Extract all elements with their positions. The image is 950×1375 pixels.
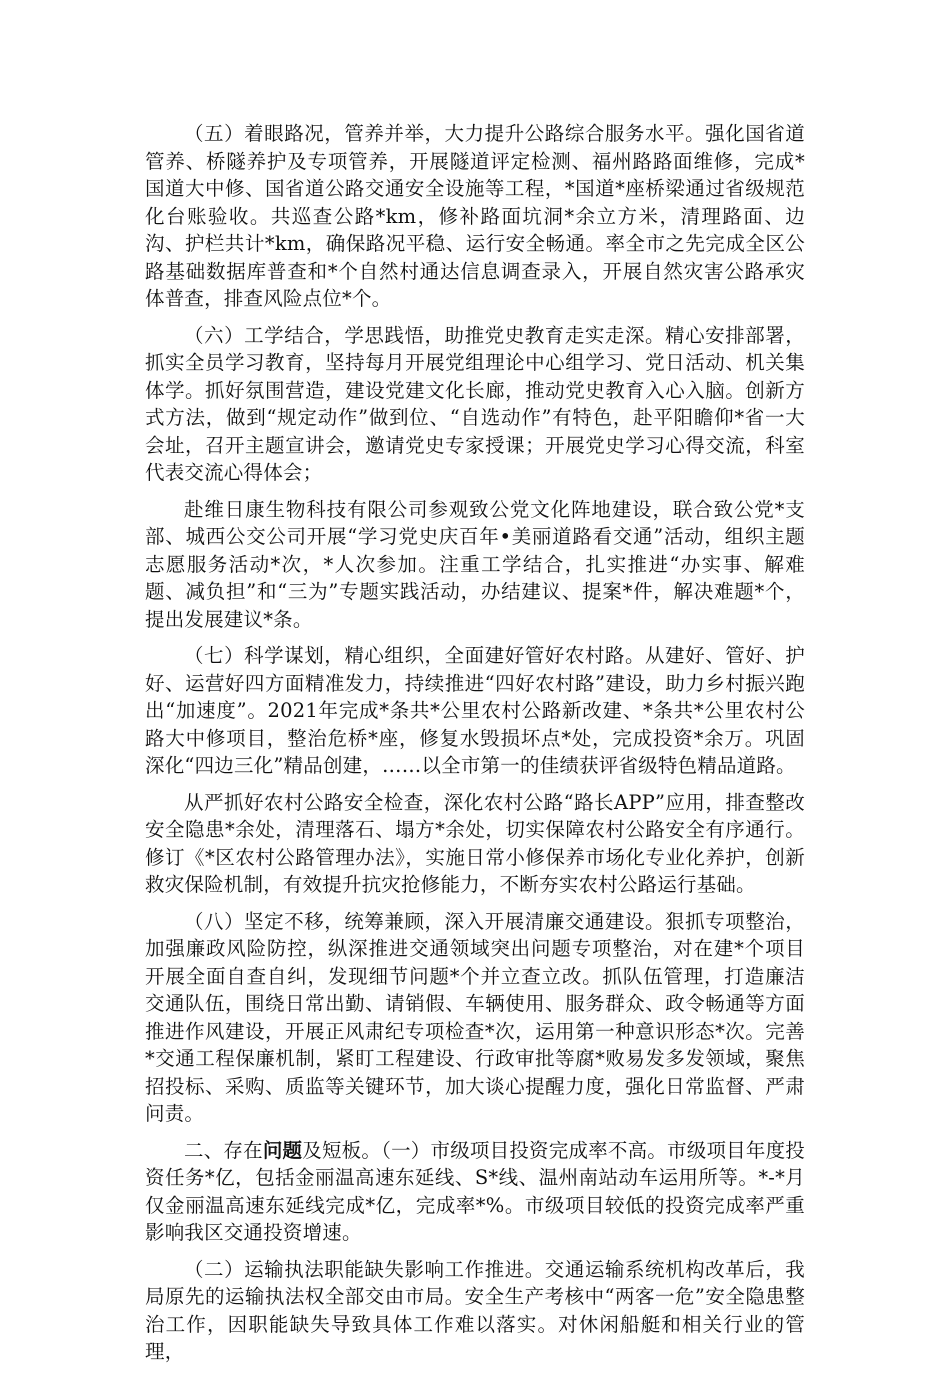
problems-bold-word: 问题 bbox=[262, 1138, 303, 1162]
paragraph-clean-transport: （八）坚定不移，统筹兼顾，深入开展清廉交通建设。狠抓专项整治，加强廉政风险防控，纵深推进交通领域突出问题专项整治，对在建*个项目开展全面自查自纠，发现细节问题*个并立查立改。抓队伍管理，打造廉洁交通队伍，围绕日常出勤、请销假、车辆使用、服务群众、政令畅通等方面推进作风建设，开展正风肃纪专项检查*次，运用第一种意识形态*次。完善*交通工程保廉机制，紧盯工程建设、行政审批等腐*败易发多发领域，聚焦招投标、采购、质监等关键环节，加大谈心提醒力度，强化日常监督、严肃问责。 bbox=[145, 909, 805, 1125]
problems-prefix: 二、存在 bbox=[184, 1138, 263, 1162]
paragraph-problems bbox=[145, 1137, 805, 1247]
document-page bbox=[145, 120, 805, 1375]
paragraph-rural-roads: （七）科学谋划，精心组织，全面建好管好农村路。从建好、管好、护好、运营好四方面精准发力，持续推进“四好农村路”建设，助力乡村振兴跑出“加速度”。2021年完成*条共*公里农村公路新改建、*条共*公里农村公路大中修项目，整治危桥*座，修复水毁损坏点*处，完成投资*余万。巩固深化“四边三化”精品创建，……以全市第一的佳绩获评省级特色精品道路。 bbox=[145, 644, 805, 777]
paragraph-party-history-activities: 赴维日康生物科技有限公司参观致公党文化阵地建设，联合致公党*支部、城西公交公司开展“学习党史庆百年•美丽道路看交通”活动，组织主题志愿服务活动*次，*人次参加。注重工学结合，扎实推进“办实事、解难题、减负担”和“三为”专题实践活动，办结建议、提案*件，解决难题*个，提出发展建议*条。 bbox=[145, 497, 805, 631]
paragraph-party-history-education: （六）工学结合，学思践悟，助推党史教育走实走深。精心安排部署，抓实全员学习教育，坚持每月开展党组理论中心组学习、党日活动、机关集体学。抓好氛围营造，建设党建文化长廊，推动党史教育入心入脑。创新方式方法，做到“规定动作”做到位、“自选动作”有特色，赴平阳瞻仰*省一大会址，召开主题宣讲会，邀请党史专家授课；开展党史学习心得交流，科室代表交流心得体会； bbox=[145, 323, 805, 484]
paragraph-highway-maintenance: （五）着眼路况，管养并举，大力提升公路综合服务水平。强化国省道管养、桥隧养护及专项管养，开展隧道评定检测、福州路路面维修，完成*国道大中修、国省道公路交通安全设施等工程，*国道*座桥梁通过省级规范化台账验收。共巡查公路*km，修补路面坑洞*余立方米，清理路面、边沟、护栏共计*km，确保路况平稳、运行安全畅通。率全市之先完成全区公路基础数据库普查和*个自然村通达信息调查录入，开展自然灾害公路承灾体普查，排查风险点位*个。 bbox=[145, 122, 805, 310]
paragraph-enforcement-gap: （二）运输执法职能缺失影响工作推进。交通运输系统机构改革后，我局原先的运输执法权全部交由市局。安全生产考核中“两客一危”安全隐患整治工作，因职能缺失导致具体工作难以落实。对休闲船艇和相关行业的管理， bbox=[145, 1257, 805, 1363]
problems-suffix: 及短板。（一）市级项目投资完成率不高。市级项目年度投资任务*亿，包括金丽温高速东延线、S*线、温州南站动车运用所等。*-*月仅金丽温高速东延线完成*亿，完成率*%。市级项目较低的投资完成率严重影响我区交通投资增速。 bbox=[145, 1138, 805, 1244]
paragraph-rural-road-safety: 从严抓好农村公路安全检查，深化农村公路“路长APP”应用，排查整改安全隐患*余处，清理落石、塌方*余处，切实保障农村公路安全有序通行。修订《*区农村公路管理办法》，实施日常小修保养市场化专业化养护，创新救灾保险机制，有效提升抗灾抢修能力，不断夯实农村公路运行基础。 bbox=[145, 790, 805, 896]
